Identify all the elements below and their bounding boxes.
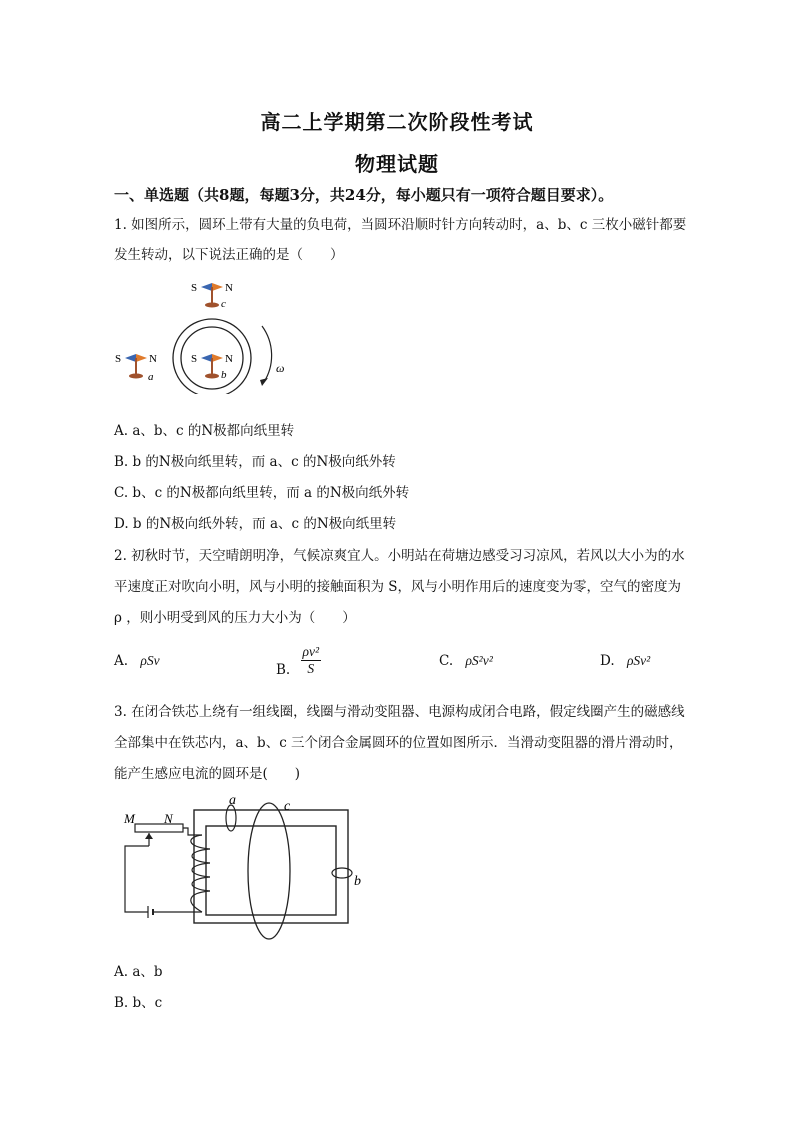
- q2-option-a-expr: ρSv: [140, 653, 160, 668]
- rheostat: [135, 824, 183, 832]
- exam-title: 高二上学期第二次阶段性考试: [260, 110, 534, 134]
- magnet-c-n-label: N: [225, 282, 233, 294]
- q1-option-a: A. a、b、c 的N极都向纸里转: [114, 423, 295, 439]
- q3-figure-iron-core-circuit: [118, 793, 368, 943]
- q2-option-b: [276, 644, 321, 677]
- q2-line-3: ρ ，则小明受到风的压力大小为（ ）: [114, 610, 356, 626]
- q2-option-b-label: B.: [276, 662, 291, 678]
- magnet-c-s-label: S: [191, 282, 198, 294]
- ring-c: [248, 803, 290, 939]
- ring-b: [332, 868, 352, 878]
- omega-label: ω: [276, 361, 285, 375]
- q2-option-c-label: C.: [439, 653, 454, 669]
- q3-line-3: 能产生感应电流的圆环是( ): [114, 766, 301, 782]
- q1-line-1: 1. 如图所示，圆环上带有大量的负电荷，当圆环沿顺时针方向转动时，a、b、c 三枚小磁针都要: [114, 217, 687, 233]
- magnet-b-s-label: S: [191, 353, 198, 365]
- magnet-a-s-label: S: [115, 353, 122, 365]
- q3-option-a: A. a、b: [114, 964, 163, 980]
- magnet-c-label: c: [221, 298, 226, 310]
- q2-option-d-expr: ρSv²: [626, 653, 651, 668]
- q2-option-b-fraction: [301, 644, 322, 677]
- section-heading: 一、单选题（共8题，每题3分，共24分，每小题只有一项符合题目要求）。: [114, 186, 614, 204]
- q3-line-1: 3. 在闭合铁芯上绕有一组线圈，线圈与滑动变阻器、电源构成闭合电路，假定线圈产生的磁感线: [114, 704, 685, 720]
- wire-left: [125, 846, 149, 912]
- wire-top: [183, 828, 202, 835]
- q2-option-d: [600, 653, 650, 669]
- magnet-a-label: a: [148, 371, 154, 383]
- q3-option-b: B. b、c: [114, 995, 163, 1011]
- q2-option-c: [439, 653, 493, 669]
- ring-b-label: b: [354, 874, 361, 889]
- q2-option-d-label: D.: [600, 653, 615, 669]
- q1-option-d: D. b 的N极向纸外转，而 a、c 的N极向纸里转: [114, 516, 397, 532]
- q1-figure-ring-magnets: [112, 274, 302, 394]
- rheostat-m-label: M: [124, 811, 135, 826]
- magnet-b-n-label: N: [225, 353, 233, 365]
- ring-a: [226, 805, 236, 831]
- q2-option-b-numerator: ρv²: [302, 644, 320, 659]
- iron-core-inner: [206, 826, 336, 915]
- iron-core-outer: [194, 810, 348, 923]
- rotation-arrow: [262, 326, 272, 382]
- q2-option-b-denominator: S: [307, 661, 315, 676]
- arrow-head-icon: [260, 378, 268, 386]
- q1-option-c: C. b、c 的N极都向纸里转，而 a 的N极向纸外转: [114, 485, 410, 501]
- magnet-b-label: b: [221, 369, 227, 381]
- ring-a-label: a: [229, 793, 236, 808]
- q2-option-a: [114, 653, 160, 669]
- q2-option-a-label: A.: [114, 653, 129, 669]
- q3-line-2: 全部集中在铁芯内，a、b、c 三个闭合金属圆环的位置如图所示．当滑动变阻器的滑片滑动时，: [114, 735, 683, 751]
- q2-option-c-expr: ρS²v²: [465, 653, 493, 668]
- magnet-a: [115, 353, 157, 383]
- magnet-a-n-label: N: [149, 353, 157, 365]
- ring-c-label: c: [284, 799, 291, 814]
- magnet-c: [191, 282, 233, 310]
- exam-subtitle: 物理试题: [355, 152, 439, 176]
- rheostat-n-label: N: [164, 811, 173, 826]
- magnet-b: [191, 353, 233, 381]
- q2-line-1: 2. 初秋时节，天空晴朗明净，气候凉爽宜人。小明站在荷塘边感受习习凉风，若风以大小为的水: [114, 548, 685, 564]
- q1-line-2: 发生转动，以下说法正确的是（ ）: [114, 247, 344, 263]
- q2-line-2: 平速度正对吹向小明，风与小明的接触面积为 S，风与小明作用后的速度变为零，空气的密度为: [114, 579, 682, 595]
- slider-arrow-icon: [145, 833, 153, 839]
- q1-option-b: B. b 的N极向纸里转，而 a、c 的N极向纸外转: [114, 454, 396, 470]
